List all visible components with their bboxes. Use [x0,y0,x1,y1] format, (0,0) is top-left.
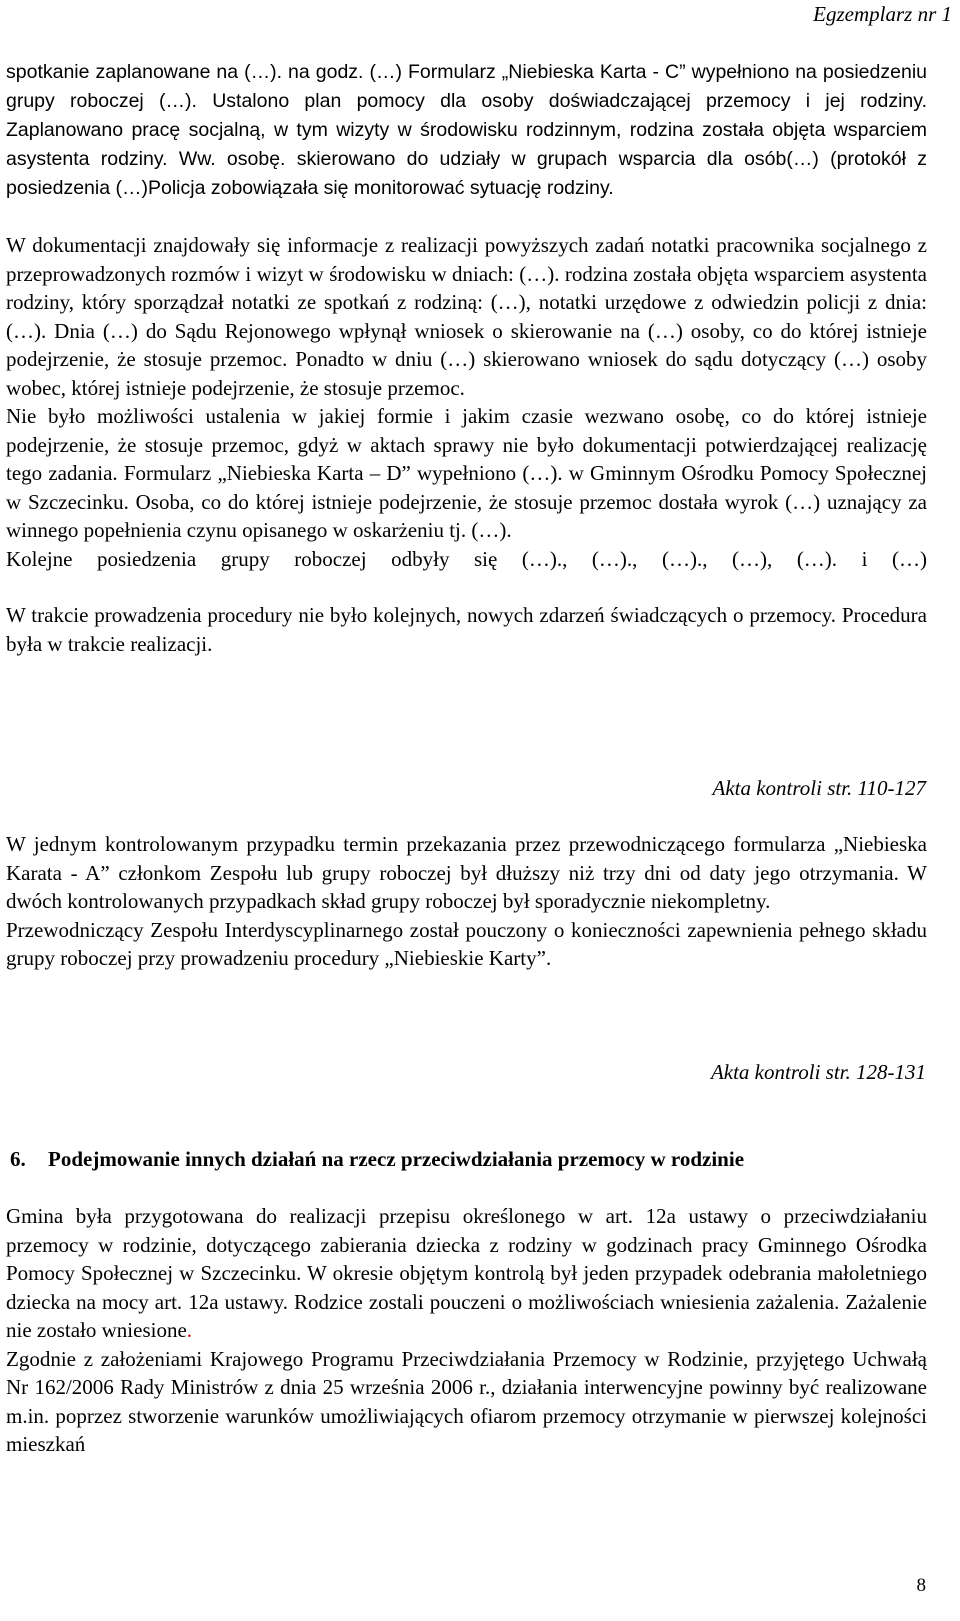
section-6-body [6,1202,927,1459]
child-removal-text: Gmina była przygotowana do realizacji przepisu określonego w art. 12a ustawy o przeciwdziałaniu przemocy w rodzinie, dotyczącego zabierania dziecka z rodziny w godzinach pracy Gminnego Ośrodka Pomocy Społecznej w Szczecinku. W okresie objętym kontrolą był jeden przypadek odebrania małoletniego dziecka na mocy art. 12a ustawy. Rodzice zostali pouczeni o możliwościach wniesienia zażalenia. Zażalenie nie zostało wniesione [6,1204,927,1342]
copy-number-label: Egzemplarz nr 1 [813,2,952,26]
section-title: Podejmowanie innych działań na rzecz przeciwdziałania przemocy w rodzinie [48,1147,745,1171]
meetings-paragraph: Kolejne posiedzenia grupy roboczej odbyły się (…)., (…)., (…)., (…), (…). i (…) [6,546,927,571]
instruction-paragraph: Przewodniczący Zespołu Interdyscyplinarnego został pouczony o konieczności zapewnienia pełnego składu grupy roboczej przy prowadzeniu procedury „Niebieskie Karty”. [6,917,927,970]
intro-paragraph: spotkanie zaplanowane na (…). na godz. (…) Formularz „Niebieska Karta - C” wypełniono na posiedzeniu grupy roboczej (…). Ustalono plan pomocy dla osoby doświadczającej przemocy i jej rodziny. Zaplanowano pracę socjalną, w tym wizyty w środowisku rodzinnym, rodzina została objęta wsparciem asystenta rodziny. Ww. osobę. skierowano do udziały w grupach wsparcia dla osób(…) (protokół z posiedzenia (…)Policja zobowiązała się monitorować sytuację rodziny. [6,61,927,199]
procedure-status-paragraph: W trakcie prowadzenia procedury nie było kolejnych, nowych zdarzeń świadczących o przemocy. Procedura była w trakcie realizacji. [6,603,927,656]
section-6-heading [10,1146,744,1172]
documentation-paragraph: W dokumentacji znajdowały się informacje z realizacji powyższych zadań notatki pracownika socjalnego z przeprowadzonych rozmów i wizyt w środowisku w dniach: (…). rodzina została objęta wsparciem asystenta rodziny, który sporządzał notatki ze spotkań z rodziną: (…), notatki urzędowe z odwiedzin policji z dnia: (…). Dnia (…) do Sądu Rejonowego wpłynął wniosek o skierowanie na (…) osoby, co do której istnieje podejrzenie, że stosuje przemoc. Ponadto w dniu (…) skierowano wniosek do sądu dotyczący (…) osoby wobec, której istnieje podejrzenie, że stosuje przemoc. [6,233,927,400]
section-number: 6. [10,1147,26,1171]
page-number: 8 [916,1575,926,1596]
intro-paragraph-block [6,58,927,203]
summons-paragraph: Nie było możliwości ustalenia w jakiej formie i jakim czasie wezwano osobę, co do której istnieje podejrzenie, że stosuje przemoc, gdyż w aktach sprawy nie było dokumentacji potwierdzającej realizację tego zadania. Formularz „Niebieska Karta – D” wypełniono (…). w Gminnym Ośrodku Pomocy Społecznej w Szczecinku. Osoba, co do której istnieje podejrzenie, że stosuje przemoc dostała wyrok (…) uznający za winnego popełnienia czynu opisanego w oskarżeniu tj. (…). [6,404,927,542]
section-b-body [6,830,927,973]
deadline-finding-paragraph: W jednym kontrolowanym przypadku termin przekazania przez przewodniczącego formularza „Niebieska Karata - A” członkom Zespołu lub grupy roboczej był dłuższy niż trzy dni od daty jego otrzymania. W dwóch kontrolowanych przypadkach skład grupy roboczej był sporadycznie niekompletny. [6,832,927,913]
child-removal-paragraph [6,1202,927,1345]
audit-reference-1: Akta kontroli str. 110-127 [712,776,926,800]
section-a-body [6,231,927,658]
national-program-paragraph: Zgodnie z założeniami Krajowego Programu Przeciwdziałania Przemocy w Rodzinie, przyjętego Uchwałą Nr 162/2006 Rady Ministrów z dnia 25 września 2006 r., działania interwencyjne powinny być realizowane m.in. poprzez stworzenie warunków umożliwiających ofiarom przemocy otrzymanie w pierwszej kolejności mieszkań [6,1346,927,1456]
audit-reference-2: Akta kontroli str. 128-131 [710,1060,926,1084]
red-period-mark: . [186,1318,193,1342]
